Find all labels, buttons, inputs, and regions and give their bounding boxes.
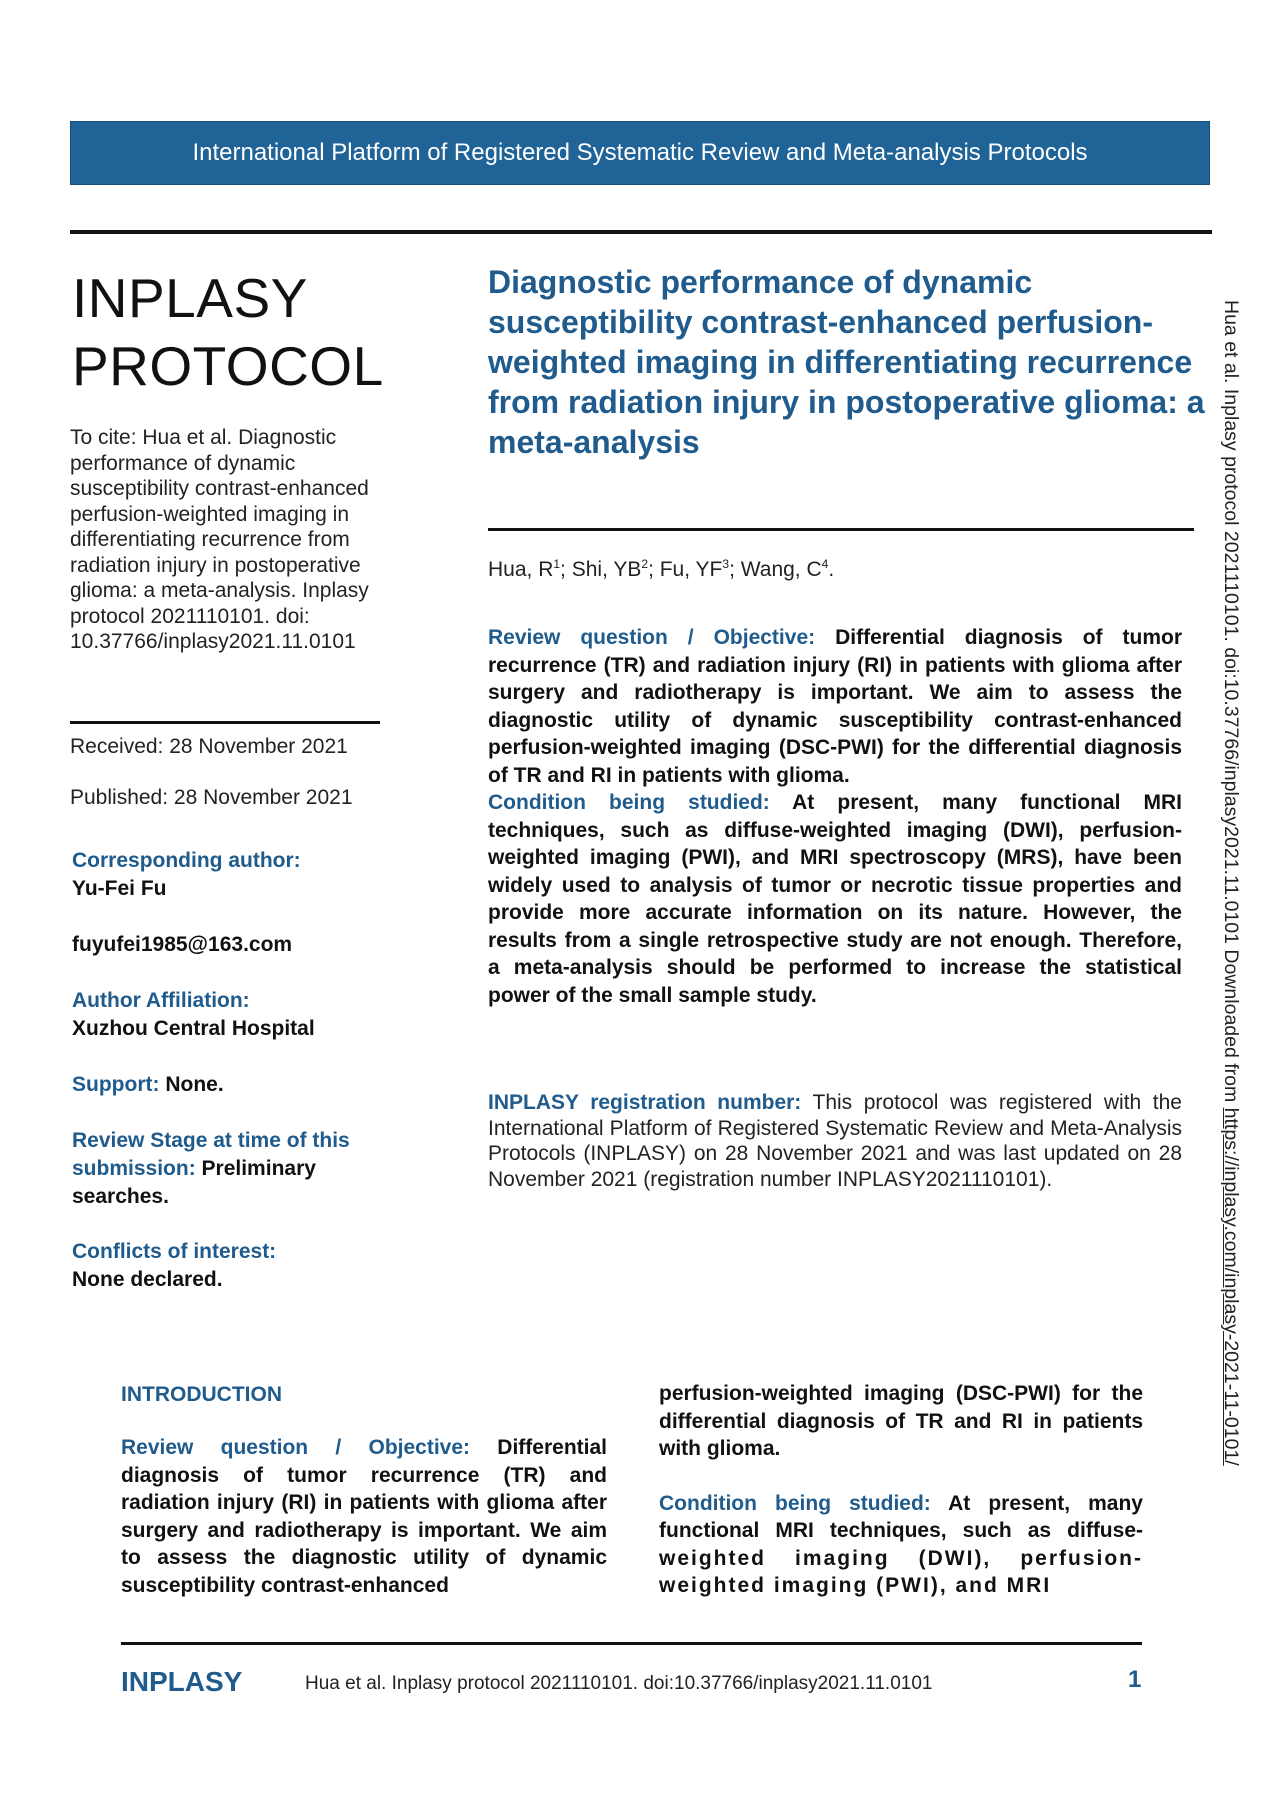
vertical-note-text: Hua et al. Inplasy protocol 2021110101. doi:10.37766/inplasy2021.11.0101 Downloaded from [1220,300,1242,1108]
article-title: Diagnostic performance of dynamic susceptibility contrast-enhanced perfusion-weighted imaging in differentiating recurrence from radiation injury in postoperative glioma: a meta-analysis [488,264,1205,460]
intro-condition-text-b: weighted imaging (DWI), perfusion-weighted imaging (PWI), and MRI [659,1546,1143,1597]
brand-line-2: PROTOCOL [72,335,384,397]
introduction-heading: INTRODUCTION [121,1383,282,1406]
author-email[interactable]: fuyufei1985@163.com [72,933,293,956]
conflicts-of-interest [72,1238,412,1294]
sidebar-rule [70,721,380,724]
corresponding-label: Corresponding author: [72,849,301,872]
abstract [488,624,1182,1009]
author-3: ; Fu, YF [648,558,723,581]
footer-brand: INPLASY [121,1666,243,1697]
intro-objective-text-right: perfusion-weighted imaging (DSC-PWI) for the differential diagnosis of TR and RI in patients with glioma. [659,1382,1143,1460]
corresponding-name: Yu-Fei Fu [72,877,167,900]
abstract-objective-text: Differential diagnosis of tumor recurrence (TR) and radiation injury (RI) in patients with glioma after surgery and radiotherapy is important. We aim to assess the diagnostic utility of dynamic susceptibility contrast-enhanced perfusion-weighted imaging (DSC-PWI) for the differential diagnosis of TR and RI in patients with glioma. [488,626,1182,787]
author-1: Hua, R [488,558,554,581]
author-2-affil: 2 [641,557,649,571]
registration-text: This protocol was registered with the International Platform of Registered Systematic Review and Meta-Analysis Protocols (INPLASY) on 28 November 2021 and was last updated on 28 November 2021 (registration number INPLASY2021110101). [488,1091,1182,1191]
affiliation-value: Xuzhou Central Hospital [72,1017,315,1040]
registration-label: INPLASY registration number: [488,1091,802,1114]
intro-condition-label: Condition being studied: [659,1491,931,1515]
brand-line-1: INPLASY [72,267,308,329]
footer-rule [121,1642,1142,1645]
author-2: ; Shi, YB [560,558,642,581]
conflicts-value: None declared. [72,1268,223,1291]
download-link[interactable]: https://inplasy.com/inplasy-2021-11-0101/ [1220,1107,1242,1466]
support-label: Support: [72,1073,160,1096]
intro-objective-label: Review question / Objective: [121,1436,471,1459]
stage-label: Review Stage at time of this submission: [72,1129,350,1180]
vertical-download-note [1219,300,1242,1466]
stage-value: Preliminary searches. [72,1157,316,1208]
introduction-right-column [659,1380,1143,1600]
citation-text: To cite: Hua et al. Diagnostic performance of dynamic susceptibility contrast-enhanced perfusion-weighted imaging in differentiating recurrence from radiation injury in postoperative glioma: a meta-analysis. Inplasy protocol 2021110101. doi: 10.37766/inplasy2021.11.0101 [70,426,369,653]
author-list-end: . [828,558,835,581]
abstract-objective-label: Review question / Objective: [488,626,816,649]
author-list [488,557,834,582]
introduction-left-column [121,1434,607,1599]
received-date: Received: 28 November 2021 [70,735,348,758]
registration-info [488,1090,1182,1192]
author-1-affil: 1 [553,557,561,571]
intro-condition-text-a: At present, many functional MRI techniques, such as diffuse- [659,1491,1143,1542]
affiliation-label: Author Affiliation: [72,989,250,1012]
footer-citation: Hua et al. Inplasy protocol 2021110101. doi:10.37766/inplasy2021.11.0101 [305,1673,933,1694]
author-3-affil: 3 [722,557,730,571]
author-4-affil: 4 [821,557,829,571]
abstract-condition-label: Condition being studied: [488,791,770,814]
support-value: None. [165,1073,224,1096]
title-rule [488,528,1194,531]
header-banner [70,121,1210,185]
intro-objective-text-left: Differential diagnosis of tumor recurrence (TR) and radiation injury (RI) in patients with glioma after surgery and radiotherapy is important. We aim to assess the diagnostic utility of dynamic susceptibility contrast-enhanced [121,1436,607,1597]
abstract-condition-text: At present, many functional MRI techniques, such as diffuse-weighted imaging (DWI), perfusion-weighted imaging (PWI), and MRI spectroscopy (MRS), have been widely used to analysis of tumor or necrotic tissue properties and provide more accurate information on its nature. However, the results from a single retrospective study are not enough. Therefore, a meta-analysis should be performed to increase the statistical power of the small sample study. [488,791,1182,1007]
top-rule [70,230,1212,234]
review-stage [72,1127,392,1211]
published-date: Published: 28 November 2021 [70,786,353,809]
support [72,1071,412,1099]
conflicts-label: Conflicts of interest: [72,1240,277,1263]
brand-title [72,264,384,400]
page-number: 1 [1128,1666,1142,1693]
banner-text: International Platform of Registered Systematic Review and Meta-analysis Protocols [192,139,1088,166]
author-4: ; Wang, C [729,558,822,581]
author-affiliation [72,987,412,1043]
corresponding-author [72,847,412,903]
